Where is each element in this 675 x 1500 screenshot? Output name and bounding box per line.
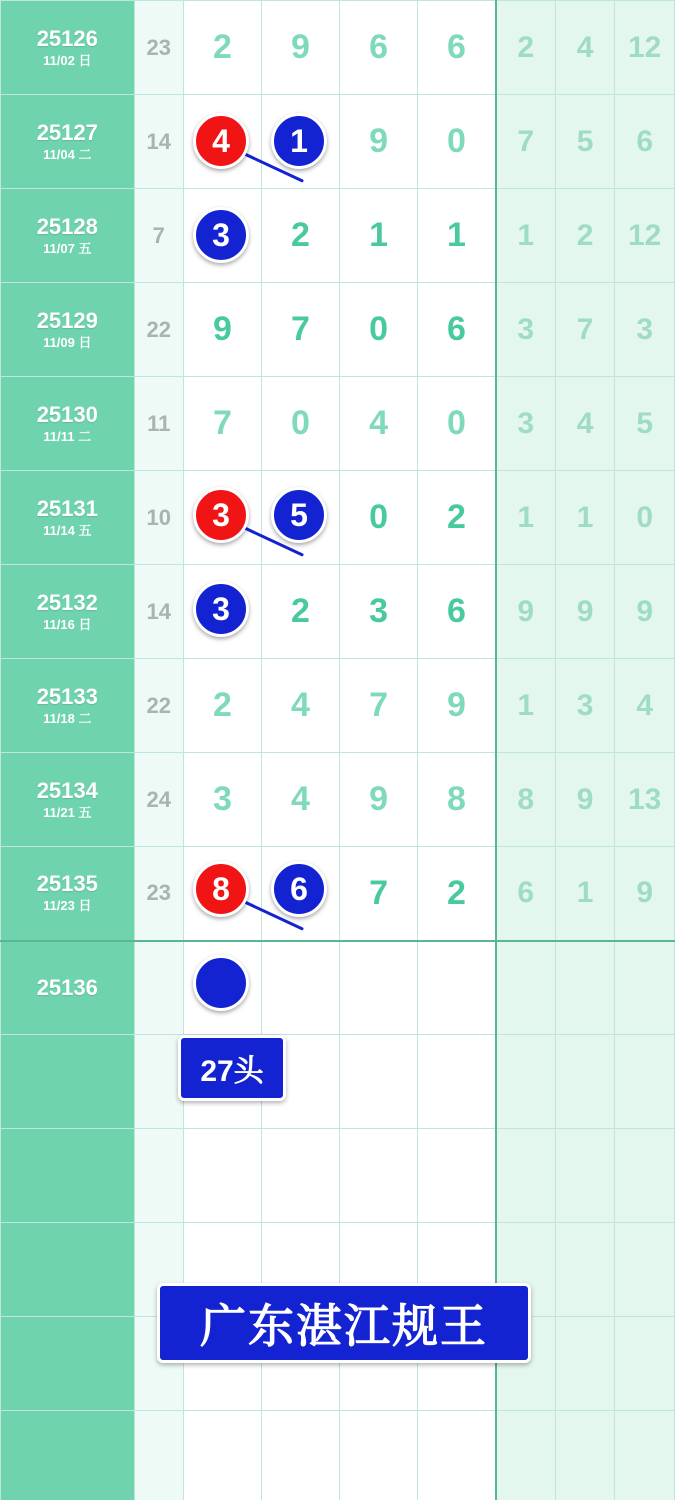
tail-cell	[496, 1411, 556, 1500]
table-row[interactable]	[1, 753, 675, 847]
row-issue-cell[interactable]	[1, 189, 135, 283]
marker-ball-blue[interactable]: 3	[193, 207, 249, 263]
tail-cell	[555, 1035, 615, 1129]
tail-cell: 3	[496, 377, 556, 471]
row-issue-cell[interactable]	[1, 1223, 135, 1317]
issue-number: 25133	[36, 683, 98, 709]
tail-cell: 5	[555, 95, 615, 189]
tail-cell: 1	[555, 471, 615, 565]
ball-cell: 2	[418, 471, 496, 565]
ball-cell: 9	[340, 753, 418, 847]
tail-cell	[615, 941, 675, 1035]
marker-ball-blue[interactable]: 6	[271, 861, 327, 917]
row-sum	[134, 1035, 183, 1129]
ball-cell: 4	[261, 659, 339, 753]
tail-cell: 9	[496, 565, 556, 659]
tail-cell: 1	[496, 471, 556, 565]
row-issue-cell[interactable]	[1, 565, 135, 659]
title-tag[interactable]: 广东湛江规王	[157, 1283, 531, 1363]
table-row[interactable]	[1, 189, 675, 283]
row-sum: 11	[134, 377, 183, 471]
tail-cell	[615, 1129, 675, 1223]
row-issue-cell[interactable]	[1, 847, 135, 941]
ball-cell: 6	[418, 565, 496, 659]
table-row[interactable]	[1, 95, 675, 189]
issue-date: 11/21 五	[43, 804, 92, 820]
tail-cell	[555, 1317, 615, 1411]
issue-number: 25131	[36, 495, 98, 521]
ball-cell: 3	[183, 753, 261, 847]
trend-table-body	[1, 1, 675, 1500]
tail-cell: 4	[615, 659, 675, 753]
ball-cell: 4	[261, 753, 339, 847]
row-issue-cell[interactable]	[1, 377, 135, 471]
ball-cell: 0	[418, 95, 496, 189]
row-sum: 14	[134, 565, 183, 659]
ball-cell: 8	[418, 753, 496, 847]
ball-cell: 9	[261, 1, 339, 95]
tail-cell	[496, 1129, 556, 1223]
tail-cell: 12	[615, 1, 675, 95]
tail-cell: 9	[555, 753, 615, 847]
ball-cell: 2	[261, 565, 339, 659]
ball-cell: 0	[418, 377, 496, 471]
tail-cell: 0	[615, 471, 675, 565]
row-issue-cell[interactable]	[1, 95, 135, 189]
row-sum: 22	[134, 283, 183, 377]
tail-cell: 12	[615, 189, 675, 283]
issue-date: 11/16 日	[43, 616, 92, 632]
row-sum	[134, 1129, 183, 1223]
tail-cell: 4	[555, 1, 615, 95]
ball-cell	[261, 1129, 339, 1223]
marker-ball-blue[interactable]: 3	[193, 581, 249, 637]
issue-date: 11/11 二	[43, 428, 92, 444]
table-row[interactable]	[1, 1129, 675, 1223]
marker-ball-red[interactable]: 8	[193, 861, 249, 917]
tail-cell: 3	[615, 283, 675, 377]
row-issue-cell[interactable]	[1, 659, 135, 753]
issue-number: 25132	[36, 589, 98, 615]
tail-cell: 4	[555, 377, 615, 471]
ball-cell	[261, 1411, 339, 1500]
table-row[interactable]	[1, 471, 675, 565]
row-issue-cell[interactable]	[1, 1, 135, 95]
tail-cell: 2	[555, 189, 615, 283]
issue-date: 11/04 二	[43, 146, 92, 162]
ball-cell: 2	[183, 659, 261, 753]
table-row[interactable]	[1, 659, 675, 753]
table-row[interactable]	[1, 941, 675, 1035]
table-row[interactable]	[1, 283, 675, 377]
issue-number: 25130	[36, 401, 98, 427]
row-issue-cell[interactable]	[1, 1317, 135, 1411]
row-sum: 22	[134, 659, 183, 753]
ball-cell	[183, 1411, 261, 1500]
ball-cell	[418, 1035, 496, 1129]
tail-cell	[496, 1035, 556, 1129]
tail-cell	[555, 941, 615, 1035]
tail-cell: 2	[496, 1, 556, 95]
ball-cell: 3	[340, 565, 418, 659]
issue-number: 25135	[36, 871, 98, 897]
issue-number: 25129	[36, 307, 98, 333]
ball-cell: 6	[418, 1, 496, 95]
ball-cell	[183, 1129, 261, 1223]
marker-ball-pending[interactable]	[193, 955, 249, 1011]
issue-date: 11/18 二	[43, 710, 92, 726]
marker-ball-red[interactable]: 3	[193, 487, 249, 543]
ball-cell: 1	[418, 189, 496, 283]
tail-cell	[615, 1411, 675, 1500]
tail-cell: 1	[555, 847, 615, 941]
ball-cell	[418, 941, 496, 1035]
issue-number: 25128	[36, 213, 98, 239]
tail-cell: 13	[615, 753, 675, 847]
ball-cell	[418, 1129, 496, 1223]
ball-cell	[340, 1129, 418, 1223]
marker-ball-blue[interactable]: 5	[271, 487, 327, 543]
ball-cell	[418, 1411, 496, 1500]
row-sum: 24	[134, 753, 183, 847]
row-sum: 23	[134, 1, 183, 95]
tail-cell: 6	[496, 847, 556, 941]
tail-cell: 8	[496, 753, 556, 847]
issue-date: 11/02 日	[43, 52, 92, 68]
ball-cell: 0	[261, 377, 339, 471]
ball-cell: 0	[340, 283, 418, 377]
ball-cell: 2	[261, 189, 339, 283]
tail-cell: 7	[555, 283, 615, 377]
tail-cell: 3	[496, 283, 556, 377]
tail-cell: 6	[615, 95, 675, 189]
tail-cell: 7	[496, 95, 556, 189]
tail-cell: 3	[555, 659, 615, 753]
issue-number: 25134	[36, 777, 98, 803]
ball-cell: 9	[418, 659, 496, 753]
tail-cell	[615, 1317, 675, 1411]
table-row[interactable]	[1, 377, 675, 471]
table-row[interactable]	[1, 565, 675, 659]
issue-number: 25127	[36, 119, 98, 145]
ball-cell: 7	[261, 283, 339, 377]
table-row[interactable]	[1, 847, 675, 941]
ball-cell: 2	[418, 847, 496, 941]
issue-date: 11/23 日	[43, 898, 92, 914]
ball-cell	[340, 941, 418, 1035]
row-sum: 7	[134, 189, 183, 283]
tail-cell: 1	[496, 189, 556, 283]
row-issue-cell[interactable]	[1, 941, 135, 1035]
ball-cell: 7	[340, 847, 418, 941]
table-row[interactable]	[1, 1411, 675, 1500]
ball-cell: 9	[183, 283, 261, 377]
issue-date: 11/09 日	[43, 334, 92, 350]
issue-number: 25126	[36, 25, 98, 51]
row-issue-cell[interactable]	[1, 1035, 135, 1129]
tail-cell	[555, 1223, 615, 1317]
table-row[interactable]	[1, 1, 675, 95]
ball-cell: 1	[340, 189, 418, 283]
issue-number: 25136	[36, 974, 98, 1000]
table-row[interactable]	[1, 1035, 675, 1129]
issue-date: 11/14 五	[43, 522, 92, 538]
row-sum: 14	[134, 95, 183, 189]
tail-cell: 1	[496, 659, 556, 753]
row-sum: 23	[134, 847, 183, 941]
row-issue-cell[interactable]	[1, 1129, 135, 1223]
row-sum	[134, 1411, 183, 1500]
tail-cell	[615, 1223, 675, 1317]
head-tag[interactable]: 27头	[178, 1035, 286, 1101]
tail-cell: 5	[615, 377, 675, 471]
ball-cell: 0	[340, 471, 418, 565]
ball-cell: 7	[340, 659, 418, 753]
row-issue-cell[interactable]	[1, 753, 135, 847]
row-issue-cell[interactable]	[1, 471, 135, 565]
ball-cell: 6	[340, 1, 418, 95]
ball-cell: 2	[183, 1, 261, 95]
tail-cell	[496, 941, 556, 1035]
row-sum	[134, 941, 183, 1035]
ball-cell: 6	[418, 283, 496, 377]
tail-cell: 9	[615, 565, 675, 659]
ball-cell	[340, 1411, 418, 1500]
ball-cell	[340, 1035, 418, 1129]
ball-cell: 7	[183, 377, 261, 471]
tail-cell: 9	[555, 565, 615, 659]
row-sum: 10	[134, 471, 183, 565]
marker-ball-blue[interactable]: 1	[271, 113, 327, 169]
tail-cell	[615, 1035, 675, 1129]
ball-cell: 9	[340, 95, 418, 189]
row-issue-cell[interactable]	[1, 283, 135, 377]
row-issue-cell[interactable]	[1, 1411, 135, 1500]
tail-cell	[555, 1411, 615, 1500]
ball-cell	[261, 941, 339, 1035]
ball-cell: 4	[340, 377, 418, 471]
issue-date: 11/07 五	[43, 240, 92, 256]
tail-cell	[555, 1129, 615, 1223]
marker-ball-red[interactable]: 4	[193, 113, 249, 169]
tail-cell: 9	[615, 847, 675, 941]
